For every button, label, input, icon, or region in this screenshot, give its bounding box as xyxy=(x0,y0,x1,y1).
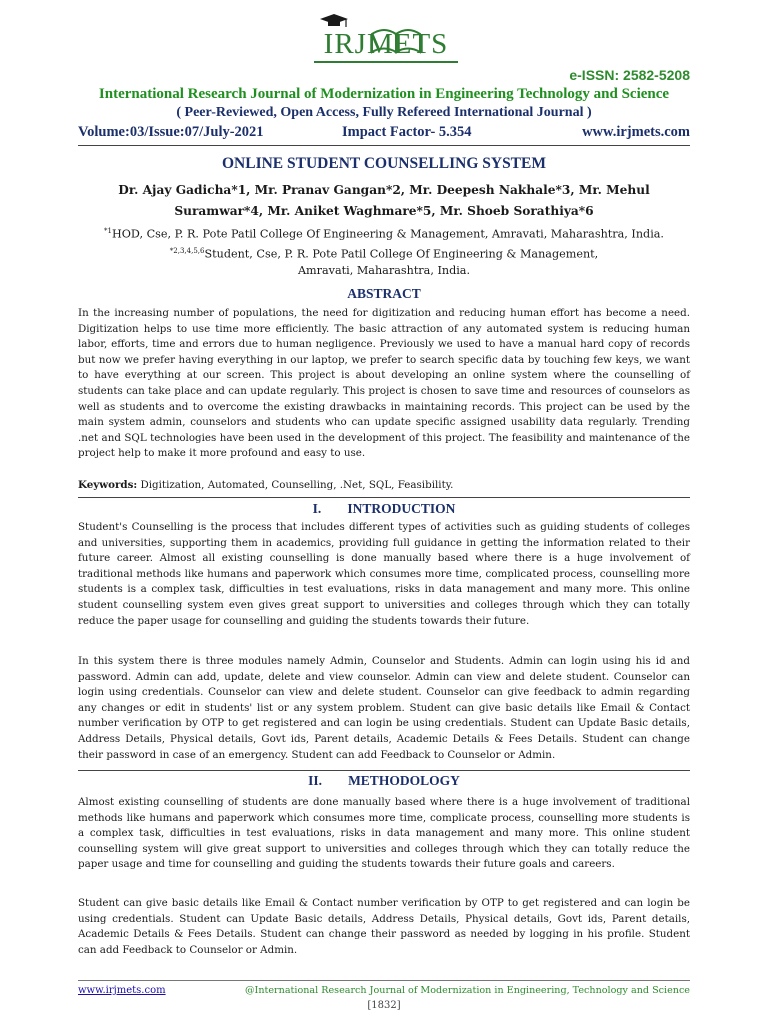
journal-logo xyxy=(306,12,466,66)
introduction-heading xyxy=(78,501,690,517)
methodology-number: II. xyxy=(308,773,323,788)
introduction-paragraph-2: In this system there is three modules namely Admin, Counselor and Students. Admin can login using his id and password. Admin can add, update, delete and view counselor. Admin can view and delete student. Counselor can login using credentials. Counselor can view and delete student. Counselor can give feedback to admin regarding any changes or edit in students' list or any system problem. Student can give basic details like Email & Contact number verification by OTP to get registered and can login be using credentials. Student can Update Basic details, Address Details, Physical details, Govt ids, Parent details, Academic Details & Fees Details. Student can change their password in case of an emergency. Student can add Feedback to Counselor or Admin. xyxy=(78,655,690,761)
authors-line-2: Suramwar*4, Mr. Aniket Waghmare*5, Mr. Shoeb Sorathiya*6 xyxy=(174,204,594,218)
footer-link[interactable]: www.irjmets.com xyxy=(78,985,166,996)
paper-title: ONLINE STUDENT COUNSELLING SYSTEM xyxy=(221,155,546,172)
volume-row xyxy=(78,124,690,144)
affiliation-2-text: Student, Cse, P. R. Pote Patil College Of Engineering & Management, xyxy=(204,247,599,261)
abstract-text: In the increasing number of populations, the need for digitization and reducing human effort has become a need. Digitization helps to use time more efficiently. The basic attraction of any automated system is reducing human labor, efforts, time and errors due to human negligence. Previously we used to have a manual hard copy of records but now we prefer having everything in our laptop, we prefer to search specific data by touching few keys, we want to have everything at our screen. This project is about developing an online system where the counselling of students can take place and can update regularly. This project is chosen to save time and resources of counselors as well as students and to overcome the existing drawbacks in maintaining records. This project can be used by the main system admin, counselors and students who can update specific assigned usability data regularly. Trending .net and SQL technologies have been used in the development of this project. The feasibility and maintenance of the project help to make it more profound and easy to use. xyxy=(78,307,690,460)
page-number: [1832] xyxy=(367,1000,401,1011)
methodology-heading xyxy=(78,773,690,789)
affiliation-3: Amravati, Maharashtra, India. xyxy=(297,264,471,277)
footer-copyright: @International Research Journal of Modernization in Engineering, Technology and Science xyxy=(244,985,690,996)
affiliation-2-marker: *2,3,4,5,6 xyxy=(169,247,205,255)
introduction-paragraph-1: Student's Counselling is the process that includes different types of activities such as guiding students of colleges and universities, supporting them in academics, providing full guidance in getting the information related to their future career. Almost all existing counselling is done manually based where there is a huge involvement of traditional methods like humans and paperwork which consumes more time, complicated process, counselling more students is a complex task, difficulties in test evaluations, risks in data management and many more. This online student counselling system even gives great support to universities and colleges through which they can totally reduce the paper usage for counselling and guiding the students towards their future. xyxy=(78,521,690,627)
journal-subtitle: ( Peer-Reviewed, Open Access, Fully Refereed International Journal ) xyxy=(176,105,592,120)
introduction-number: I. xyxy=(312,501,322,516)
affiliation-1-marker: *1 xyxy=(104,227,112,235)
affiliation-1-text: HOD, Cse, P. R. Pote Patil College Of Engineering & Management, Amravati, Maharashtra, India. xyxy=(111,227,664,241)
section-rule-1 xyxy=(78,497,690,498)
journal-website[interactable]: www.irjmets.com xyxy=(582,124,690,140)
authors-line-1: Dr. Ajay Gadicha*1, Mr. Pranav Gangan*2, Mr. Deepesh Nakhale*3, Mr. Mehul xyxy=(118,183,650,197)
eissn: e-ISSN: 2582-5208 xyxy=(569,67,690,83)
paper-authors xyxy=(78,180,690,222)
logo-text: IRJMETS xyxy=(323,28,449,60)
journal-name: International Research Journal of Modernization in Engineering Technology and Science xyxy=(98,86,670,102)
section-rule-2 xyxy=(78,770,690,771)
keywords-label: Keywords: xyxy=(78,479,138,491)
methodology-paragraph-2: Student can give basic details like Email & Contact number verification by OTP to get registered and can login be using credentials. Student can Update Basic details, Address Details, Physical details, Govt ids, Parent details, Academic Details & Fees Details. Student can change their password as needed by logging in his profile. Student can add Feedback to Counselor or Admin. xyxy=(78,897,690,956)
methodology-title: METHODOLOGY xyxy=(348,773,460,788)
footer-rule xyxy=(78,980,690,981)
abstract-heading: ABSTRACT xyxy=(347,286,421,301)
introduction-title: INTRODUCTION xyxy=(347,501,456,516)
header-rule xyxy=(78,145,690,146)
keywords xyxy=(78,478,690,494)
volume-issue: Volume:03/Issue:07/July-2021 xyxy=(78,124,264,140)
keywords-list: Digitization, Automated, Counselling, .Net, SQL, Feasibility. xyxy=(137,479,454,491)
impact-factor: Impact Factor- 5.354 xyxy=(342,124,472,140)
methodology-paragraph-1: Almost existing counselling of students are done manually based where there is a huge involvement of traditional methods like humans and paperwork which consumes more time, complicate process, counselling more students is a complex task, difficulties in test evaluations, risks in data management and many more. This online student counselling system will give great support to universities and colleges through which they can totally reduce the paper usage and time for counselling and guiding the students towards their future goals and careers. xyxy=(78,796,690,871)
